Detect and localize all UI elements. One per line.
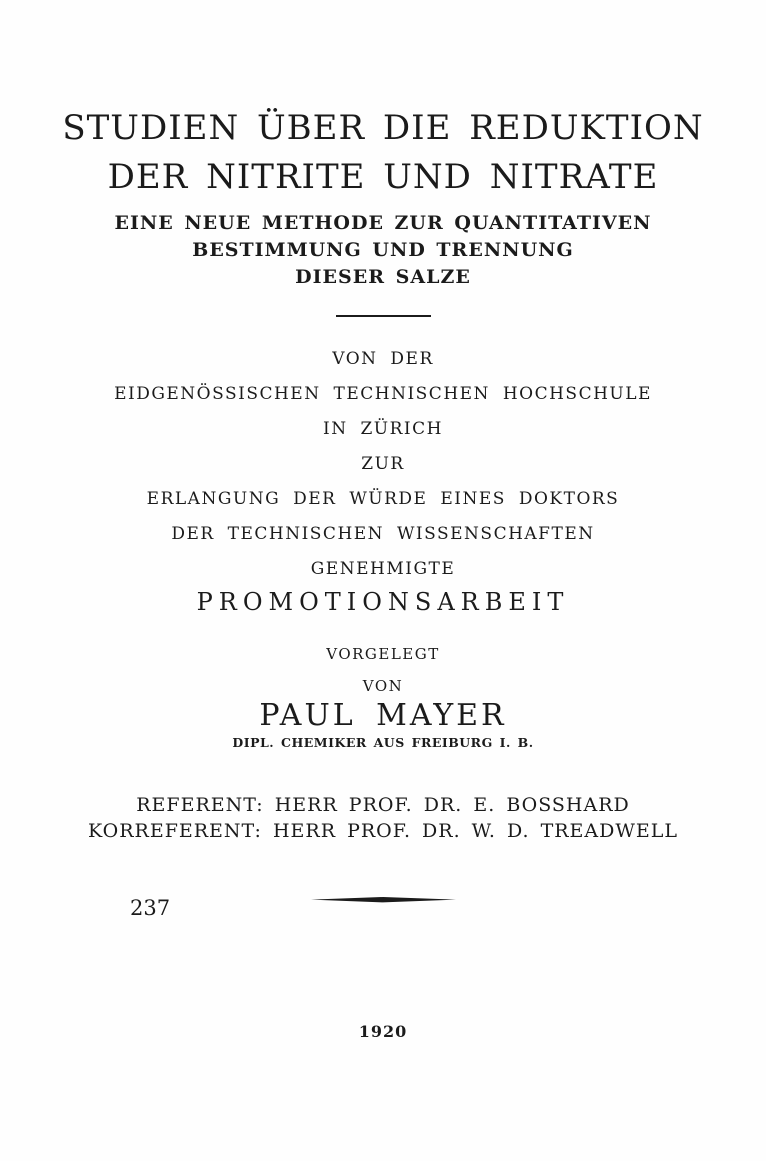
institution-line-von-der: VON DER	[332, 349, 434, 369]
institution-line-degree-1: ERLANGUNG DER WÜRDE EINES DOKTORS	[146, 489, 620, 509]
committee-block	[0, 792, 766, 844]
institution-block	[0, 349, 766, 579]
presentation-block	[0, 644, 766, 696]
page-number: 237	[130, 896, 171, 920]
institution-line-degree-2: DER TECHNISCHEN WISSENSCHAFTEN	[171, 524, 595, 544]
presented-line-1: VORGELEGT	[326, 645, 440, 663]
page-number-row	[0, 896, 766, 920]
subtitle-line-1: EINE NEUE METHODE ZUR QUANTITATIVEN	[114, 212, 652, 234]
institution-line-approved: GENEHMIGTE	[310, 559, 456, 579]
title-line-2: DER NITRITE UND NITRATE	[107, 157, 659, 197]
thesis-type-heading: PROMOTIONSARBEIT	[196, 588, 570, 616]
publication-year: 1920	[358, 1022, 408, 1041]
presented-line-2: VON	[362, 677, 404, 695]
institution-line-city: IN ZÜRICH	[323, 419, 443, 439]
author-credentials: DIPL. CHEMIKER AUS FREIBURG I. B.	[232, 735, 534, 750]
page-subtitle	[0, 210, 766, 291]
referent-line: REFERENT: HERR PROF. DR. E. BOSSHARD	[136, 794, 630, 816]
subtitle-line-3: DIESER SALZE	[295, 266, 471, 288]
title-line-1: STUDIEN ÜBER DIE REDUKTION	[62, 108, 704, 148]
swelled-rule	[311, 896, 456, 904]
subtitle-line-2: BESTIMMUNG UND TRENNUNG	[192, 239, 574, 261]
author-name: PAUL MAYER	[259, 698, 507, 733]
institution-line-zur: ZUR	[361, 454, 405, 474]
korreferent-line: KORREFERENT: HERR PROF. DR. W. D. TREADWELL	[87, 820, 679, 842]
divider-rule	[336, 315, 431, 317]
institution-line-school: EIDGENÖSSISCHEN TECHNISCHEN HOCHSCHULE	[114, 384, 652, 404]
page-title	[0, 0, 766, 202]
